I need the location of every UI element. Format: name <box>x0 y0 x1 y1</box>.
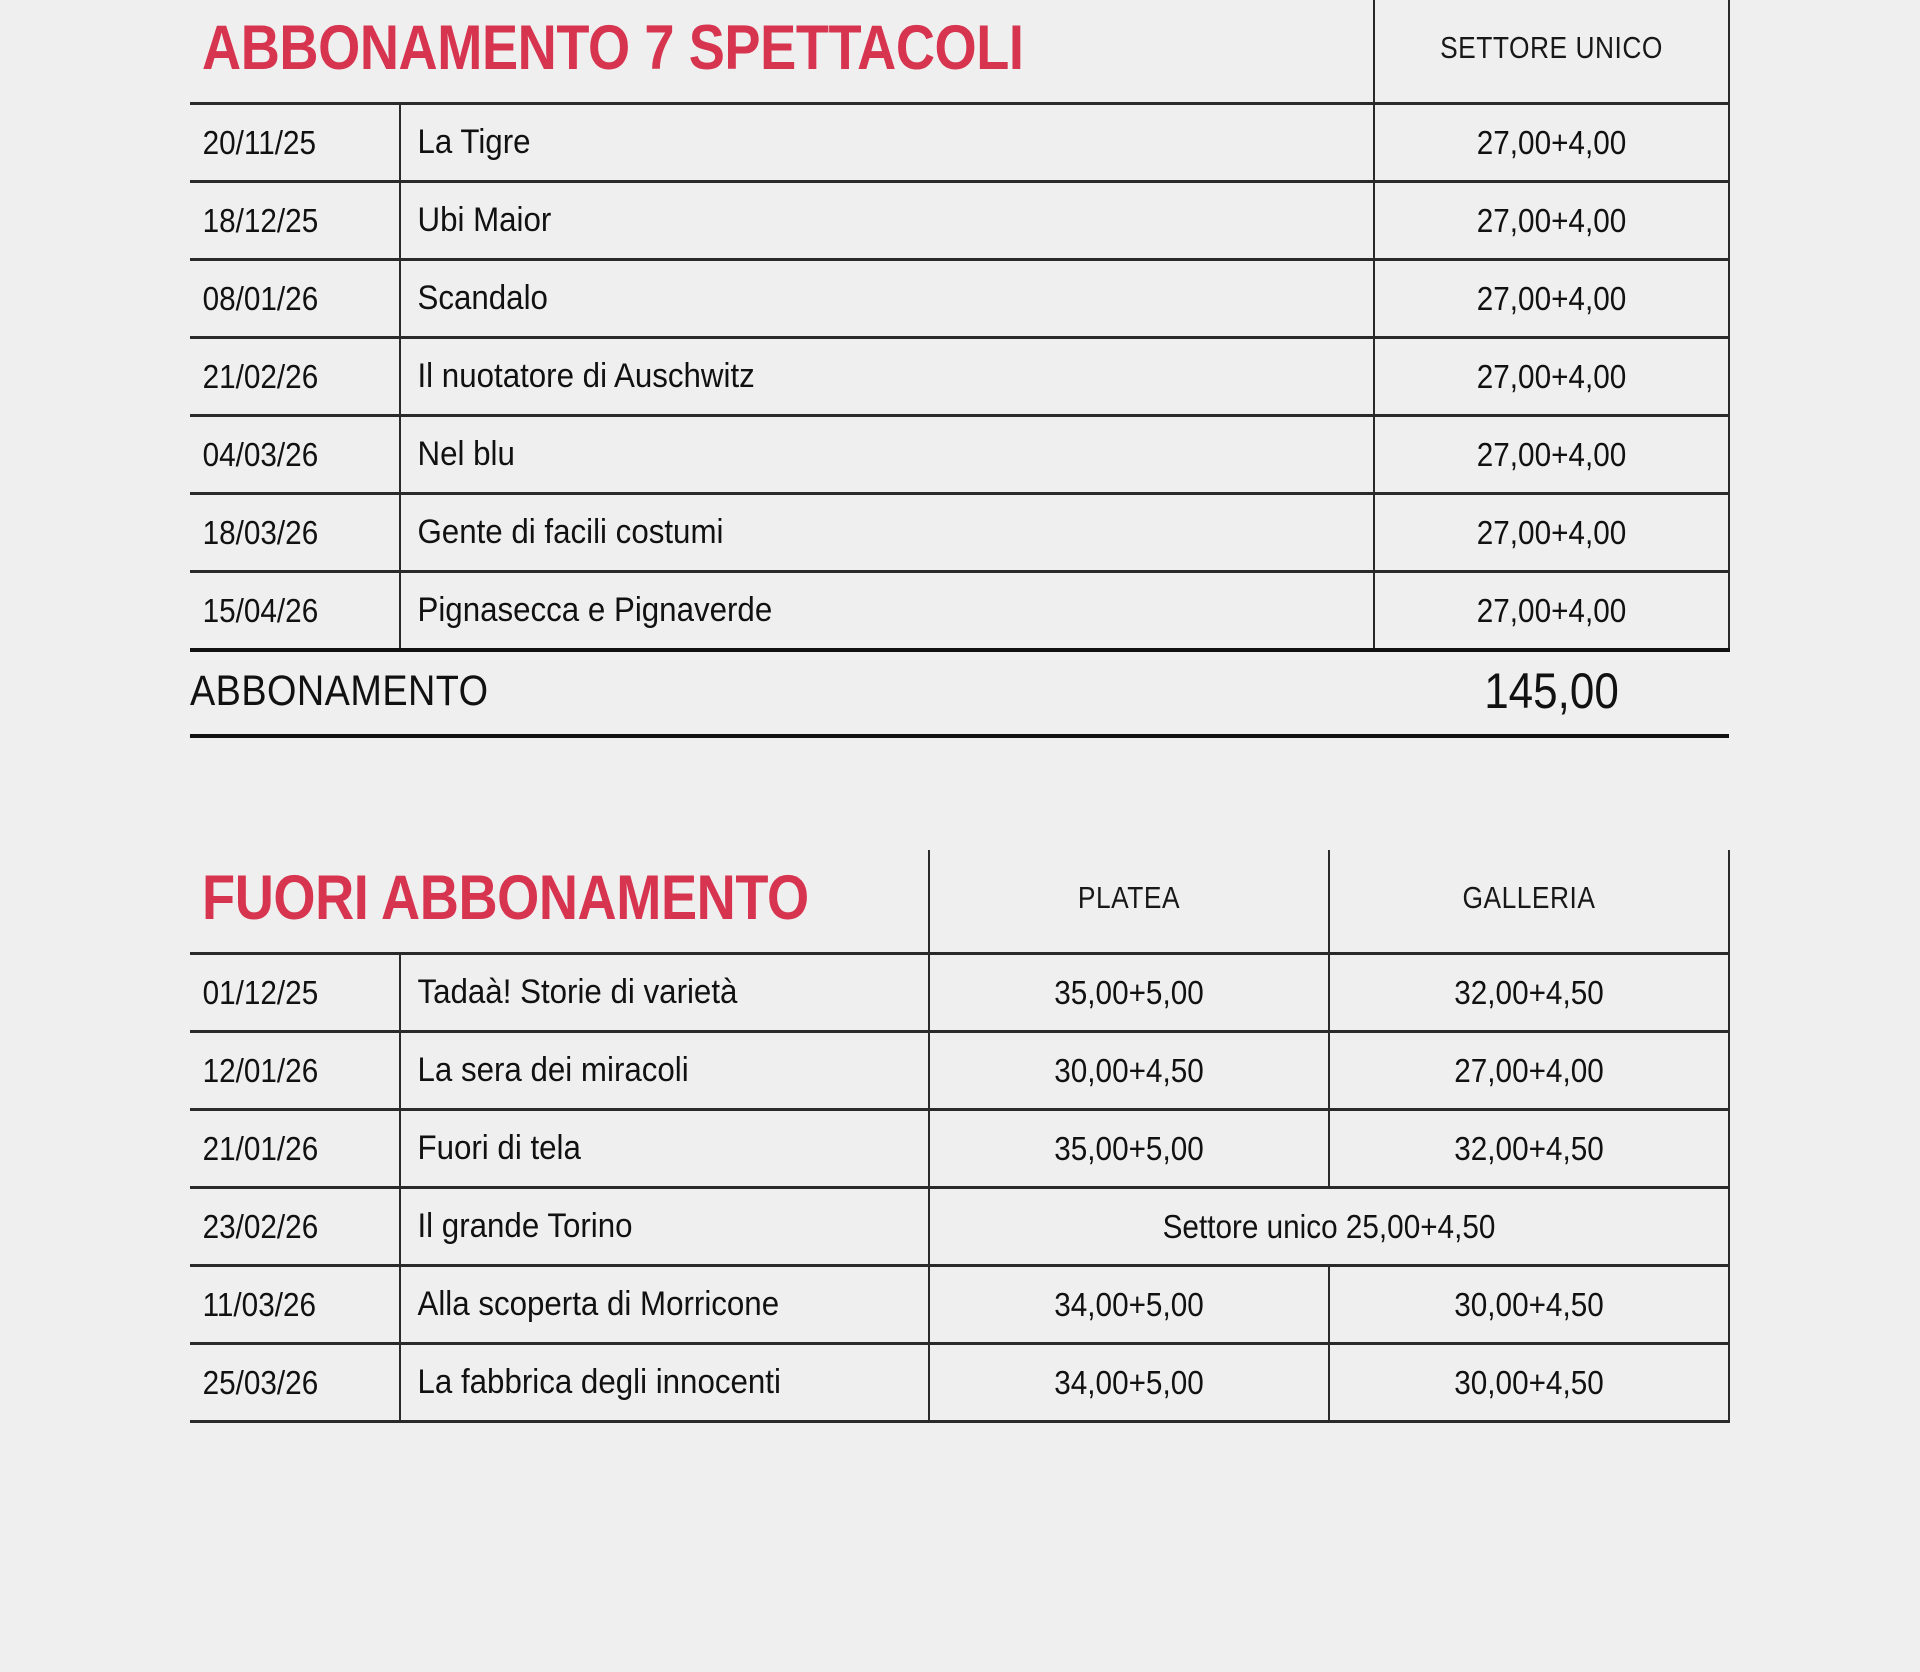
section-header-row <box>190 0 1729 104</box>
section-spacer <box>190 738 1730 850</box>
row-show: La Tigre <box>400 104 1296 182</box>
row-date: 01/12/25 <box>190 954 379 1032</box>
table-row <box>190 494 1729 572</box>
row-price-settore-unico: 27,00+4,00 <box>1392 494 1712 572</box>
rule-segment <box>190 1422 400 1424</box>
section-title-abbonamento: ABBONAMENTO 7 SPETTACOLI <box>202 12 1024 83</box>
row-date: 25/03/26 <box>190 1344 379 1422</box>
table-row <box>190 1032 1729 1110</box>
total-label: ABBONAMENTO <box>190 650 1232 736</box>
table-row <box>190 260 1729 338</box>
row-date: 04/03/26 <box>190 416 379 494</box>
row-show: La sera dei miracoli <box>400 1032 887 1110</box>
row-price-settore-unico: 27,00+4,00 <box>1392 182 1712 260</box>
table-row <box>190 1266 1729 1344</box>
subscription-total-row <box>190 650 1729 736</box>
row-date: 21/02/26 <box>190 338 379 416</box>
row-date: 18/12/25 <box>190 182 379 260</box>
table-row <box>190 572 1729 651</box>
row-date: 20/11/25 <box>190 104 379 182</box>
section-title-fuori-abbonamento: FUORI ABBONAMENTO <box>202 862 809 933</box>
section-title-cell <box>190 850 929 954</box>
column-header-platea <box>959 850 1299 954</box>
table-row <box>190 954 1729 1032</box>
table-bottom-rule <box>190 1422 1729 1424</box>
table-row <box>190 1344 1729 1422</box>
table-row <box>190 104 1729 182</box>
row-price-galleria: 27,00+4,00 <box>1349 1032 1709 1110</box>
row-date: 21/01/26 <box>190 1110 379 1188</box>
section-title-cell <box>190 0 1374 104</box>
row-price-platea: 34,00+5,00 <box>949 1266 1309 1344</box>
row-show: Nel blu <box>400 416 1296 494</box>
extra-shows-price-table <box>190 850 1730 1423</box>
row-show: Alla scoperta di Morricone <box>400 1266 887 1344</box>
row-price-platea: 35,00+5,00 <box>949 954 1309 1032</box>
row-price-settore-unico: 27,00+4,00 <box>1392 572 1712 651</box>
row-date: 12/01/26 <box>190 1032 379 1110</box>
column-header-galleria <box>1359 850 1699 954</box>
row-price-merged-settore-unico: Settore unico 25,00+4,50 <box>969 1188 1689 1266</box>
row-show: Il grande Torino <box>400 1188 887 1266</box>
rule-segment <box>1329 1422 1729 1424</box>
row-show: Pignasecca e Pignaverde <box>400 572 1296 651</box>
column-header-label: SETTORE UNICO <box>1440 30 1663 65</box>
table-row <box>190 338 1729 416</box>
row-show: Il nuotatore di Auschwitz <box>400 338 1296 416</box>
row-price-settore-unico: 27,00+4,00 <box>1392 104 1712 182</box>
rule-segment <box>400 1422 929 1424</box>
row-date: 11/03/26 <box>190 1266 379 1344</box>
total-value: 145,00 <box>1395 650 1707 736</box>
row-show: Ubi Maior <box>400 182 1296 260</box>
row-price-galleria: 32,00+4,50 <box>1349 1110 1709 1188</box>
row-show: La fabbrica degli innocenti <box>400 1344 887 1422</box>
column-header-label: PLATEA <box>1077 880 1181 915</box>
table-row <box>190 1110 1729 1188</box>
row-show: Scandalo <box>400 260 1296 338</box>
column-header-settore-unico <box>1401 0 1703 104</box>
row-date: 15/04/26 <box>190 572 379 651</box>
row-price-platea: 35,00+5,00 <box>949 1110 1309 1188</box>
column-header-label: GALLERIA <box>1462 880 1596 915</box>
row-date: 23/02/26 <box>190 1188 379 1266</box>
row-show: Fuori di tela <box>400 1110 887 1188</box>
row-date: 08/01/26 <box>190 260 379 338</box>
row-date: 18/03/26 <box>190 494 379 572</box>
row-price-settore-unico: 27,00+4,00 <box>1392 260 1712 338</box>
row-price-galleria: 32,00+4,50 <box>1349 954 1709 1032</box>
rule-segment <box>929 1422 1329 1424</box>
row-price-platea: 34,00+5,00 <box>949 1344 1309 1422</box>
row-show: Tadaà! Storie di varietà <box>400 954 887 1032</box>
row-show: Gente di facili costumi <box>400 494 1296 572</box>
row-price-platea: 30,00+4,50 <box>949 1032 1309 1110</box>
table-row <box>190 1188 1729 1266</box>
table-row <box>190 182 1729 260</box>
row-price-settore-unico: 27,00+4,00 <box>1392 416 1712 494</box>
row-price-settore-unico: 27,00+4,00 <box>1392 338 1712 416</box>
section-header-row <box>190 850 1729 954</box>
subscription-price-table <box>190 0 1730 738</box>
row-price-galleria: 30,00+4,50 <box>1349 1266 1709 1344</box>
row-price-galleria: 30,00+4,50 <box>1349 1344 1709 1422</box>
table-row <box>190 416 1729 494</box>
